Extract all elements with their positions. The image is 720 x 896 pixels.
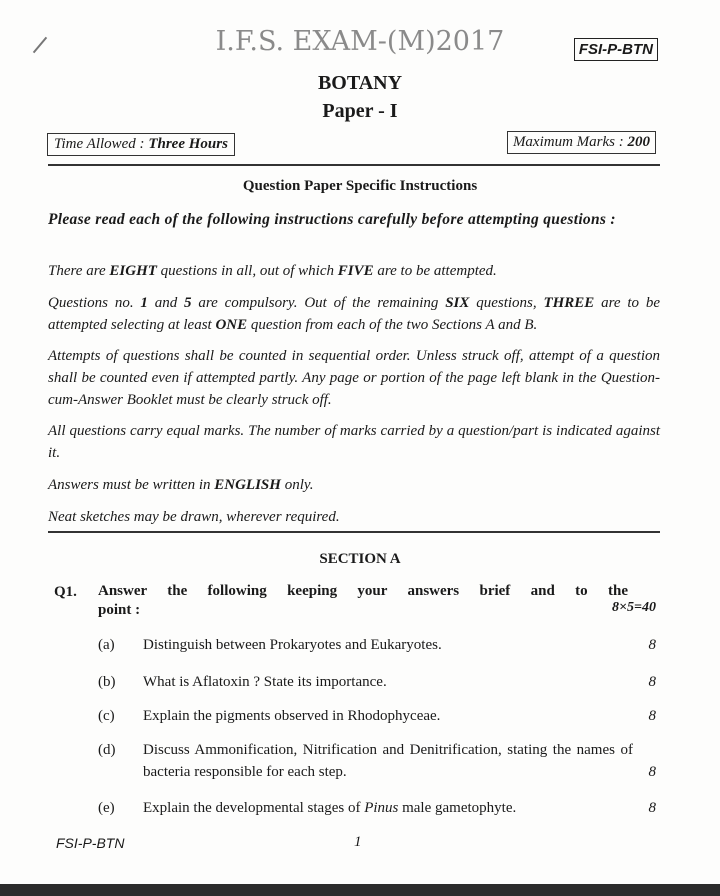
instruction-2-bold: THREE	[543, 295, 595, 311]
part-text: What is Aflatoxin ? State its importance.	[143, 674, 387, 690]
part-text-italic: Pinus	[364, 800, 399, 816]
scan-bottom-edge	[0, 884, 720, 896]
question-marks: 8×5=40	[612, 600, 656, 615]
footer-paper-code: FSI-P-BTN	[56, 835, 125, 851]
part-mark: 8	[648, 674, 656, 690]
part-mark: 8	[648, 708, 656, 724]
instruction-2-bold: 5	[184, 295, 192, 311]
paper-number: Paper - I	[322, 100, 398, 122]
time-label: Time Allowed :	[54, 136, 145, 152]
part-text-segment: male gametophyte.	[398, 800, 517, 816]
instruction-1-text: are to be attempted.	[373, 263, 497, 279]
instruction-1-text: questions in all, out of which	[156, 263, 338, 279]
instruction-2-text: Questions no.	[48, 295, 141, 311]
part-text: Explain the pigments observed in Rhodophyceae.	[143, 708, 441, 724]
section-title: SECTION A	[319, 551, 401, 567]
instruction-6: Neat sketches may be drawn, wherever required.	[48, 509, 340, 525]
instruction-2-text: are to be attempted selecting at least	[48, 295, 661, 333]
footer-page-number: 1	[354, 834, 362, 850]
instruction-1-bold: FIVE	[337, 263, 374, 279]
instruction-5-bold: ENGLISH	[214, 477, 281, 493]
instruction-2-bold: ONE	[215, 317, 248, 333]
instruction-5-text: only.	[280, 477, 314, 493]
instruction-2-text: questions,	[469, 295, 544, 311]
part-label: (d)	[98, 742, 116, 758]
instruction-2-bold: 1	[140, 295, 148, 311]
maximum-marks-box	[507, 131, 656, 154]
instructions-lead: Please read each of the following instructions carefully before attempting questions :	[48, 211, 616, 228]
paper-code-box: FSI-P-BTN	[574, 38, 658, 61]
part-label: (a)	[98, 637, 115, 653]
instructions-heading: Question Paper Specific Instructions	[242, 178, 478, 194]
part-mark: 8	[648, 800, 656, 816]
question-number: Q1.	[54, 584, 77, 600]
instruction-5-text: Answers must be written in	[48, 477, 215, 493]
instruction-2-text: question from each of the two Sections A and B.	[247, 317, 538, 333]
part-mark: 8	[648, 637, 656, 653]
question-text-line2: point :	[98, 602, 141, 618]
header-rule	[48, 164, 660, 166]
instruction-2-text: and	[147, 295, 185, 311]
instruction-2-bold: SIX	[445, 295, 470, 311]
part-label: (c)	[98, 708, 115, 724]
part-text	[143, 797, 633, 819]
instruction-1	[48, 260, 660, 282]
time-allowed-box	[47, 133, 235, 156]
part-mark: 8	[648, 764, 656, 780]
instruction-3: Attempts of questions shall be counted in sequential order. Unless struck off, attempt of a question shall be counted even if attempted partly. Any page or portion of the page left blank in the Question-cum-Answer Booklet must be clearly struck off.	[48, 348, 660, 408]
part-label: (b)	[98, 674, 116, 690]
subject-title: BOTANY	[317, 72, 403, 94]
instruction-4: All questions carry equal marks. The number of marks carried by a question/part is indicated against it.	[48, 423, 660, 461]
question-text-line1: Answer the following keeping your answers brief and to the	[98, 583, 628, 599]
instruction-1-bold: EIGHT	[109, 263, 157, 279]
part-text: Discuss Ammonification, Nitrification and Denitrification, stating the names of bacteria responsible for each step.	[143, 742, 633, 780]
exam-stamp: I.F.S. EXAM-(M)2017	[215, 26, 505, 57]
instruction-2	[48, 292, 660, 336]
part-text: Distinguish between Prokaryotes and Eukaryotes.	[143, 637, 442, 653]
time-value: Three Hours	[148, 136, 228, 152]
instructions-rule	[48, 531, 660, 533]
instruction-1-text: There are	[48, 263, 110, 279]
marks-value: 200	[627, 134, 650, 150]
instruction-2-text: are compulsory. Out of the remaining	[191, 295, 446, 311]
instruction-5	[48, 474, 660, 496]
part-label: (e)	[98, 800, 115, 816]
part-text-segment: Explain the developmental stages of	[143, 800, 365, 816]
marks-label: Maximum Marks :	[512, 134, 624, 150]
